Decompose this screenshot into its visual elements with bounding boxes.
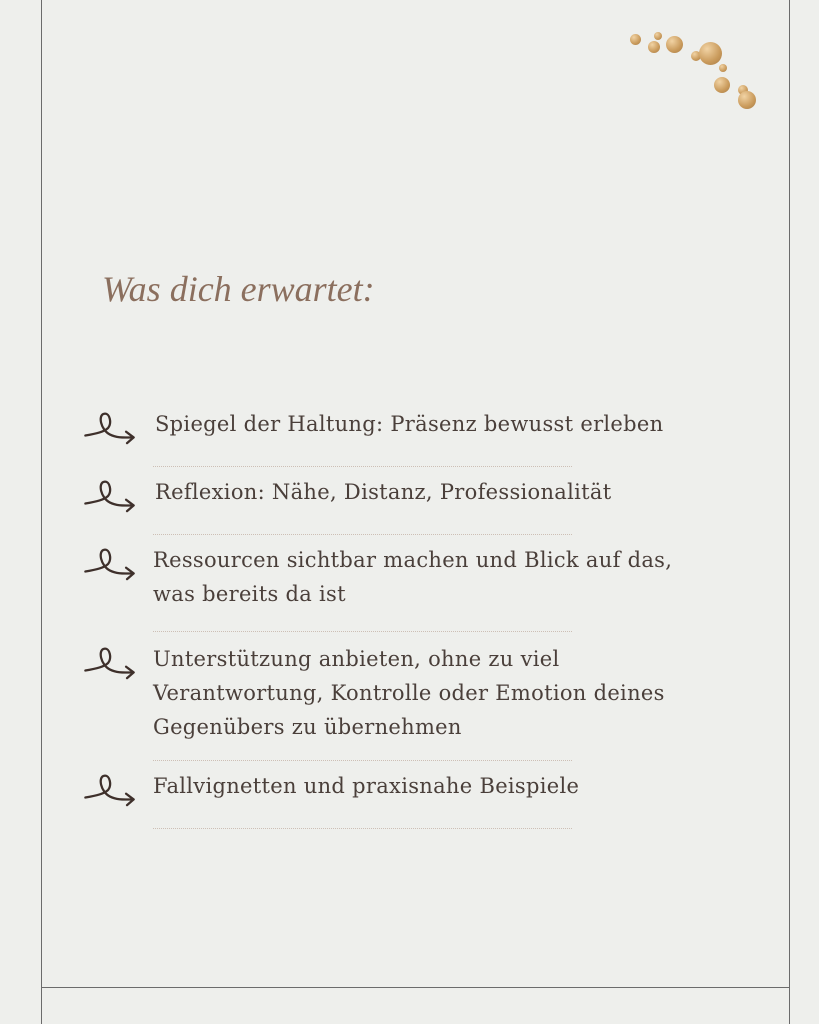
gold-bubble	[699, 42, 722, 65]
gold-bubble	[738, 91, 756, 109]
loop-arrow-icon	[82, 409, 138, 445]
gold-bubble	[648, 41, 660, 53]
list-item-text: Unterstützung anbieten, ohne zu viel Verantwortung, Kontrolle oder Emotion deines Gegenübers zu übernehmen	[153, 647, 665, 739]
loop-arrow-icon	[82, 644, 138, 680]
gold-bubble	[719, 64, 727, 72]
divider	[153, 760, 572, 761]
list-item-text: Ressourcen sichtbar machen und Blick auf das, was bereits da ist	[153, 548, 673, 606]
frame-bottom-line	[41, 987, 789, 988]
gold-bubble	[666, 36, 683, 53]
divider	[153, 828, 572, 829]
divider	[153, 534, 572, 535]
list-item-text: Reflexion: Nähe, Distanz, Professionalität	[155, 480, 612, 504]
section-title: Was dich erwartet:	[102, 269, 375, 309]
loop-arrow-icon	[82, 477, 138, 513]
list-item-text: Fallvignetten und praxisnahe Beispiele	[153, 774, 580, 798]
frame-right-line	[789, 0, 790, 1024]
loop-arrow-icon	[82, 545, 138, 581]
divider	[153, 466, 572, 467]
gold-bubble	[630, 34, 641, 45]
gold-bubble	[714, 77, 730, 93]
list-item-text: Spiegel der Haltung: Präsenz bewusst erleben	[155, 412, 664, 436]
divider	[153, 631, 572, 632]
loop-arrow-icon	[82, 771, 138, 807]
gold-bubble	[654, 32, 662, 40]
frame-left-line	[41, 0, 42, 1024]
